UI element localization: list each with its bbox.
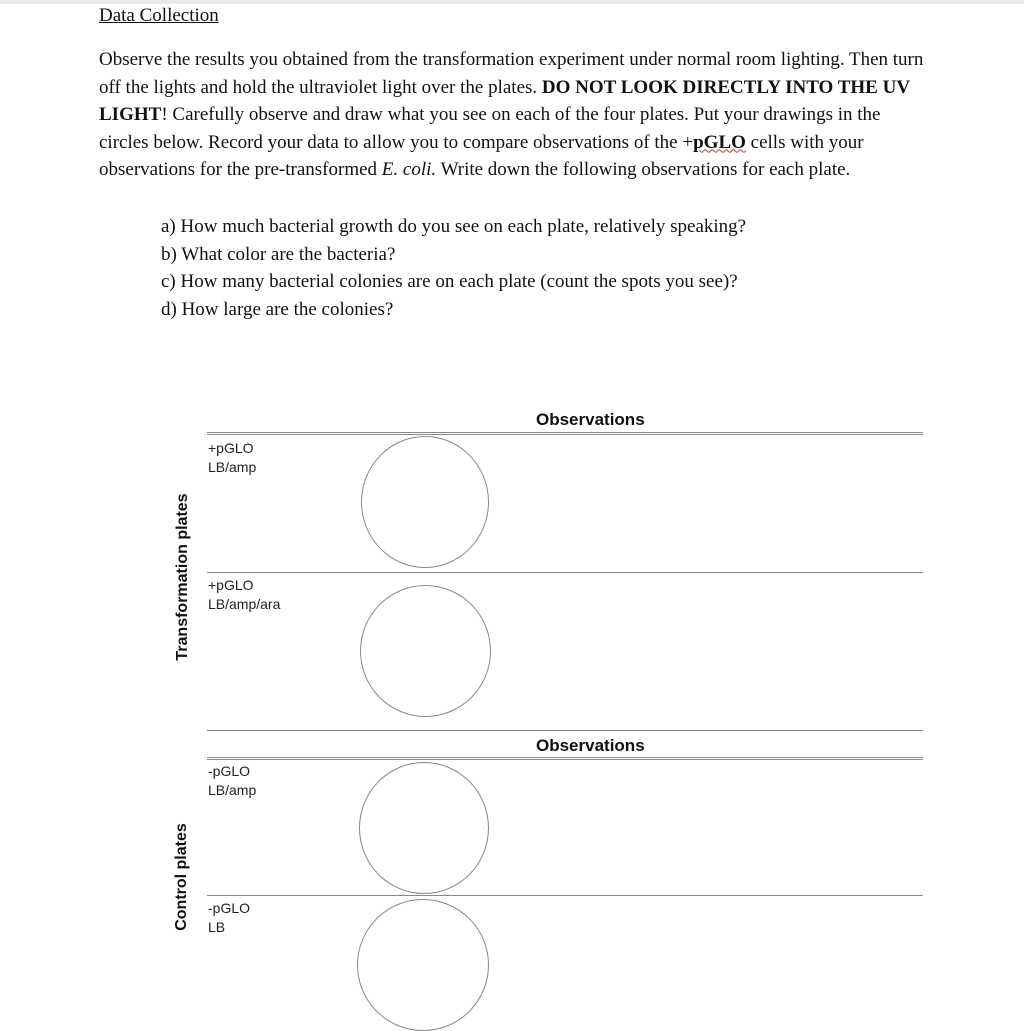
table-rule bbox=[207, 730, 923, 731]
plate-drawing-circle[interactable] bbox=[359, 762, 489, 894]
instructions-text bbox=[99, 46, 929, 184]
instructions-paragraph bbox=[99, 46, 929, 184]
ecoli-term: E. coli. bbox=[381, 159, 437, 180]
table-rule bbox=[207, 572, 923, 573]
plate-label-pglo-lbamp bbox=[208, 439, 256, 477]
pglo-term: pGLO bbox=[693, 131, 746, 153]
section-label-transformation: Transformation plates bbox=[174, 493, 191, 661]
intro-segment: Write down the following observations for each plate. bbox=[436, 159, 851, 180]
intro-segment: ! Carefully observe and draw what you see on each of the four plates. Put your drawings in the circles below. Record your data to allow you to compare observations of the + bbox=[99, 104, 881, 153]
table-rule bbox=[207, 432, 923, 433]
plate-label-pglo-lbamp-ara bbox=[208, 576, 280, 614]
plate-label-minus-pglo-lb bbox=[208, 899, 250, 937]
plate-line2: LB/amp bbox=[208, 782, 257, 798]
plate-line1: +pGLO bbox=[208, 577, 254, 593]
question-item: b) What color are the bacteria? bbox=[161, 243, 396, 265]
section-label-control: Control plates bbox=[173, 823, 190, 931]
observations-header-control: Observations bbox=[536, 736, 645, 755]
table-rule bbox=[207, 759, 923, 760]
table-rule bbox=[207, 895, 923, 896]
plate-label-minus-pglo-lbamp bbox=[208, 762, 256, 800]
plate-line2: LB/amp bbox=[208, 459, 257, 475]
question-item: d) How large are the colonies? bbox=[161, 298, 394, 320]
intro-segment: Observe the results you obtained from the transformation experiment under normal room lighting. Then turn off the lights and hold the ultraviolet light over the plates. bbox=[99, 49, 924, 98]
uv-warning: DO NOT LOOK DIRECTLY INTO THE UV LIGHT bbox=[99, 76, 910, 125]
plate-line2: LB/amp/ara bbox=[208, 596, 281, 612]
intro-segment: cells with your observations for the pre-transformed bbox=[99, 131, 864, 180]
plate-drawing-circle[interactable] bbox=[360, 585, 491, 717]
plate-line1: -pGLO bbox=[208, 900, 251, 916]
plate-drawing-circle[interactable] bbox=[361, 436, 489, 568]
plate-line1: +pGLO bbox=[208, 440, 254, 456]
observations-header-transformation: Observations bbox=[536, 410, 645, 429]
plate-line1: -pGLO bbox=[208, 763, 251, 779]
table-rule bbox=[207, 434, 923, 435]
question-item: c) How many bacterial colonies are on each plate (count the spots you see)? bbox=[161, 271, 738, 292]
table-rule bbox=[207, 757, 923, 758]
plate-drawing-circle[interactable] bbox=[357, 899, 489, 1031]
plate-line2: LB bbox=[208, 919, 226, 935]
page-heading: Data Collection bbox=[99, 5, 219, 26]
question-list bbox=[161, 213, 746, 323]
question-item: a) How much bacterial growth do you see on each plate, relatively speaking? bbox=[161, 216, 747, 237]
